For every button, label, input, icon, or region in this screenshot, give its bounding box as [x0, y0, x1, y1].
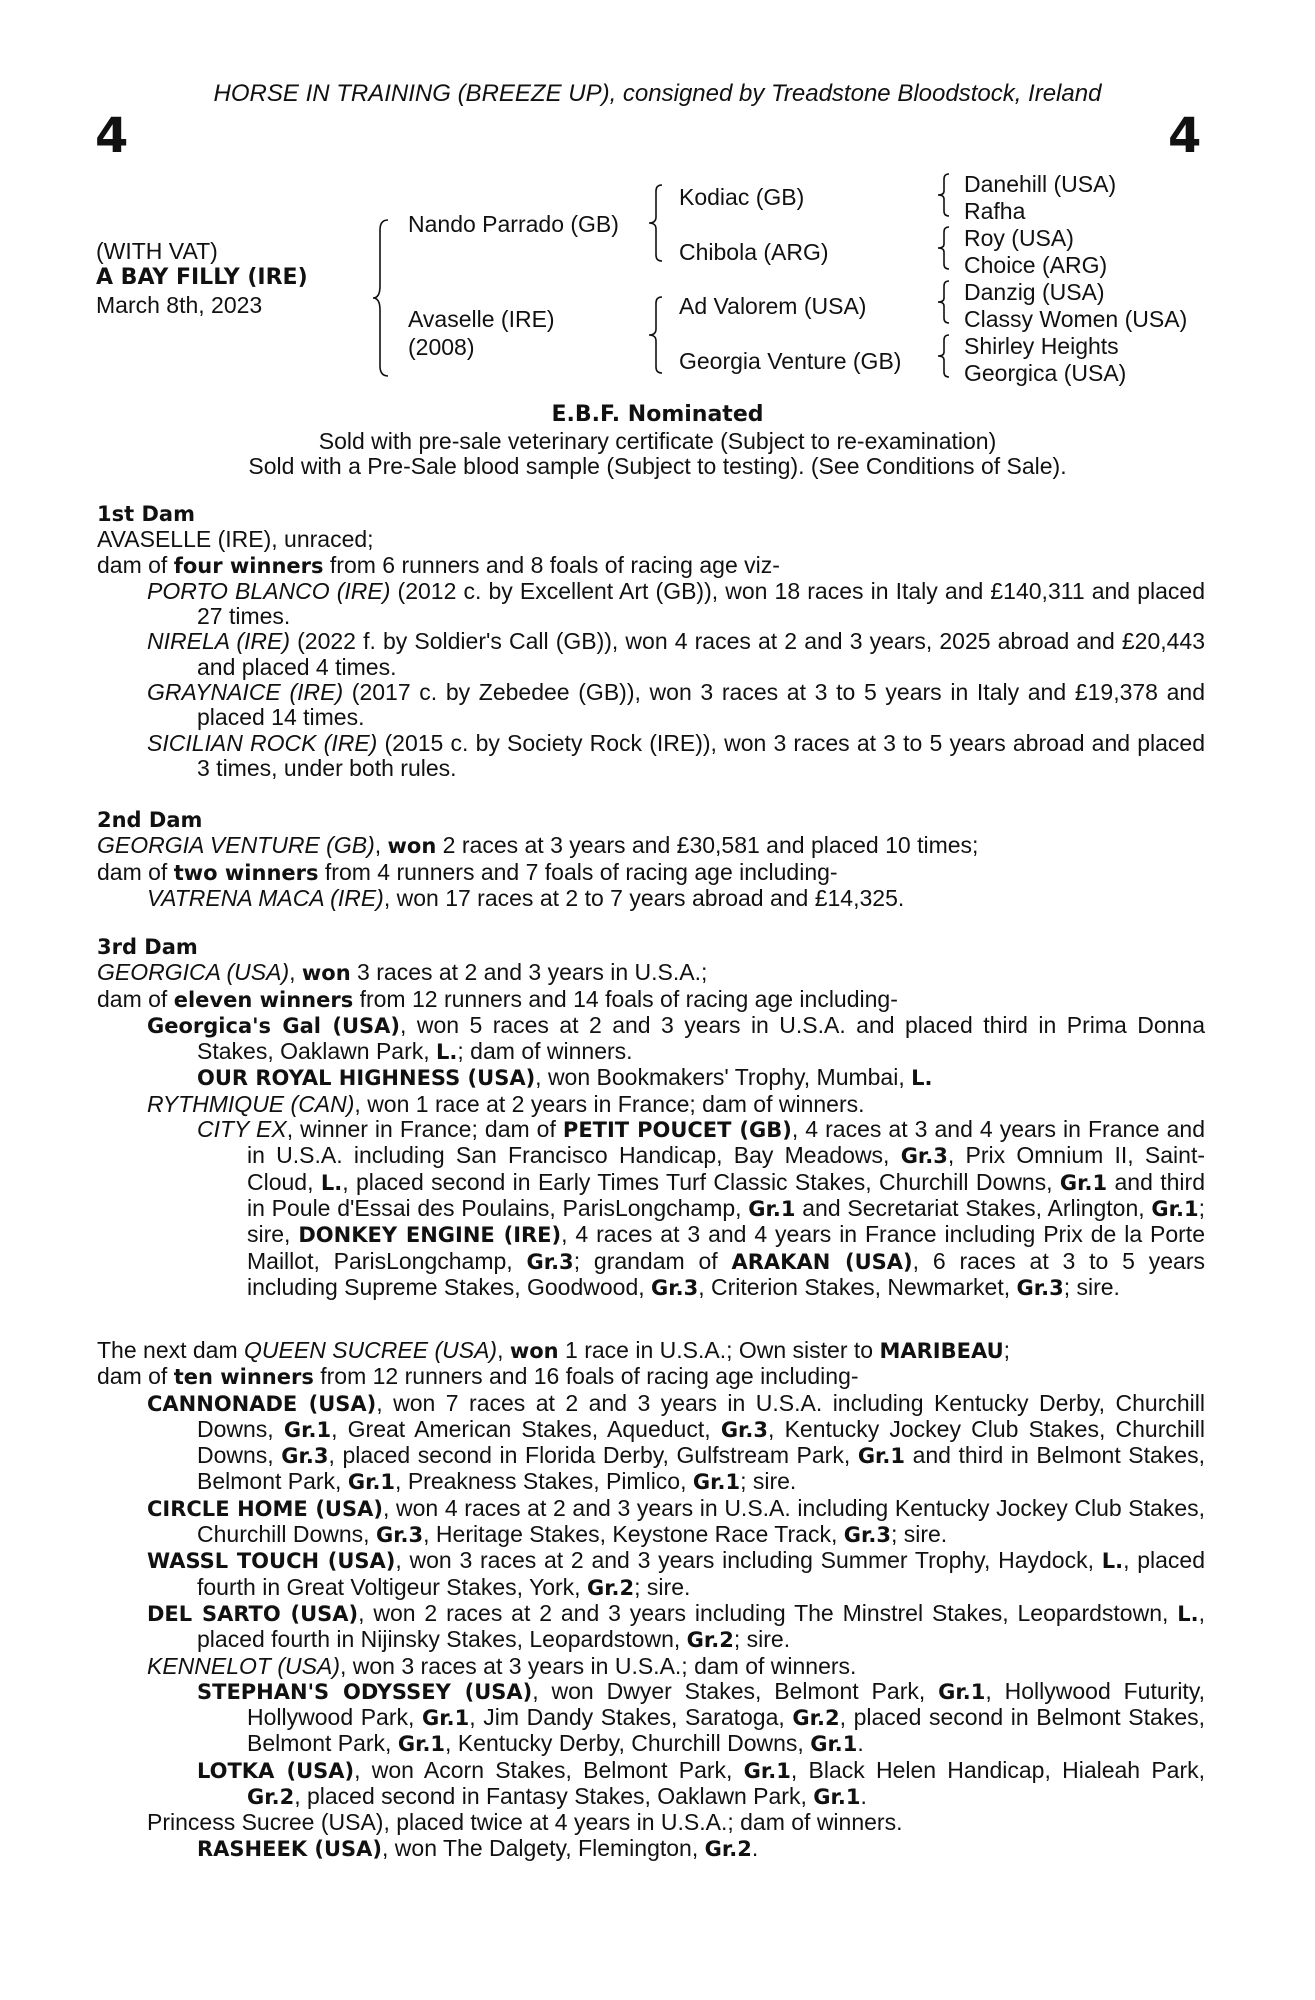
third-dam-section — [97, 935, 1205, 1301]
section-heading: 2nd Dam — [97, 808, 203, 832]
progeny-entry: Princess Sucree (USA), placed twice at 4 years in U.S.A.; dam of winners. — [147, 1809, 903, 1836]
dam-line: dam of four winners from 6 runners and 8 foals of racing age viz- — [97, 551, 780, 578]
pedigree-sire: Nando Parrado (GB) — [408, 211, 619, 237]
ebf-nominated: E.B.F. Nominated — [551, 402, 764, 427]
pedigree-ss: Kodiac (GB) — [679, 184, 805, 210]
vat-label: (WITH VAT) — [96, 238, 218, 264]
dam-line: AVASELLE (IRE), unraced; — [97, 526, 374, 553]
first-dam-section — [97, 502, 1205, 781]
lot-number-right: 4 — [1168, 108, 1202, 164]
pedigree-dd: Georgia Venture (GB) — [679, 348, 902, 374]
foaling-date: March 8th, 2023 — [96, 292, 263, 318]
progeny-entry: NIRELA (IRE) (2022 f. by Soldier's Call (GB)), won 4 races at 2 and 3 years, 2025 abroad and £20,443 and placed 4 times. — [147, 628, 1206, 680]
pedigree-ssd: Rafha — [964, 198, 1026, 224]
progeny-entry: RYTHMIQUE (CAN), won 1 race at 2 years in France; dam of winners. — [147, 1090, 865, 1117]
dam-line: The next dam QUEEN SUCREE (USA), won 1 race in U.S.A.; Own sister to MARIBEAU; — [97, 1337, 1011, 1363]
progeny-entry: PORTO BLANCO (IRE) (2012 c. by Excellent Art (GB)), won 18 races in Italy and £140,311 and placed 27 times. — [147, 577, 1205, 630]
pedigree-dam: Avaselle (IRE) — [408, 306, 555, 332]
dam-line: dam of two winners from 4 runners and 7 foals of racing age including- — [97, 858, 838, 885]
vet-note: Sold with pre-sale veterinary certificate (Subject to re-examination) — [318, 428, 997, 454]
pedigree-dss: Danzig (USA) — [964, 279, 1105, 305]
dam-line: GEORGIA VENTURE (GB), won 2 races at 3 years and £30,581 and placed 10 times; — [97, 832, 979, 859]
pedigree-brace-ss — [937, 172, 951, 218]
progeny-entry: CIRCLE HOME (USA), won 4 races at 2 and 3 years in U.S.A. including Kentucky Jockey Club Stakes, Churchill Downs, Gr.3, Heritage Stakes, Keystone Race Track, Gr.3; sire. — [147, 1494, 1205, 1548]
progeny-entry: RASHEEK (USA), won The Dalgety, Flemington, Gr.2. — [197, 1834, 759, 1861]
pedigree-sds: Roy (USA) — [964, 225, 1074, 251]
dam-line: dam of eleven winners from 12 runners and 14 foals of racing age including- — [97, 985, 898, 1012]
progeny-entry: SICILIAN ROCK (IRE) (2015 c. by Society Rock (IRE)), won 3 races at 3 to 5 years abroad and placed 3 times, under both rules. — [147, 729, 1205, 781]
pedigree-dds: Shirley Heights — [964, 333, 1119, 359]
progeny-entry: OUR ROYAL HIGHNESS (USA), won Bookmakers' Trophy, Mumbai, L. — [197, 1064, 933, 1091]
section-heading: 1st Dam — [97, 502, 195, 526]
progeny-entry: LOTKA (USA), won Acorn Stakes, Belmont Park, Gr.1, Black Helen Handicap, Hialeah Park, Gr.2, placed second in Fantasy Stakes, Oaklawn Park, Gr.1. — [197, 1756, 1206, 1810]
pedigree-brace-ds — [937, 279, 951, 325]
progeny-entry: WASSL TOUCH (USA), won 3 races at 2 and 3 years including Summer Trophy, Haydock, L., placed fourth in Great Voltigeur Stakes, York, Gr.2; sire. — [147, 1547, 1205, 1600]
fourth-dam-section — [97, 1338, 1205, 1862]
section-heading: 3rd Dam — [97, 935, 198, 959]
pedigree-brace-main — [372, 218, 390, 378]
pedigree-dsd: Classy Women (USA) — [964, 306, 1188, 332]
pedigree-sdd: Choice (ARG) — [964, 252, 1108, 278]
dam-line: GEORGICA (USA), won 3 races at 2 and 3 years in U.S.A.; — [97, 959, 708, 986]
second-dam-section — [97, 808, 1205, 911]
pedigree-sd: Chibola (ARG) — [679, 239, 829, 265]
pedigree-ddd: Georgica (USA) — [964, 360, 1127, 386]
horse-name: A BAY FILLY (IRE) — [96, 265, 308, 290]
lot-header: HORSE IN TRAINING (BREEZE UP), consigned by Treadstone Bloodstock, Ireland — [213, 80, 1102, 107]
progeny-entry: CITY EX, winner in France; dam of PETIT POUCET (GB), 4 races at 3 and 4 years in France and in U.S.A. including San Francisco Handicap, Bay Meadows, Gr.3, Prix Omnium II, Saint-Cloud, L., placed second in Early Times Turf Classic Stakes, Churchill Downs, Gr.1 and third in Poule d'Essai des Poulains, ParisLongchamp, Gr.1 and Secretariat Stakes, Arlington, Gr.1; sire, DONKEY ENGINE (IRE), 4 races at 3 and 4 years in France including Prix de la Porte Maillot, ParisLongchamp, Gr.3; grandam of ARAKAN (USA), 6 races at 3 to 5 years including Supreme Stakes, Goodwood, Gr.3, Criterion Stakes, Newmarket, Gr.3; sire. — [197, 1116, 1205, 1300]
progeny-entry: GRAYNAICE (IRE) (2017 c. by Zebedee (GB)), won 3 races at 3 to 5 years in Italy and £19,378 and placed 14 times. — [147, 679, 1205, 731]
progeny-entry: VATRENA MACA (IRE), won 17 races at 2 to 7 years abroad and £14,325. — [147, 884, 905, 911]
pedigree-ds: Ad Valorem (USA) — [679, 293, 867, 319]
progeny-entry: CANNONADE (USA), won 7 races at 2 and 3 years in U.S.A. including Kentucky Derby, Churchill Downs, Gr.1, Great American Stakes, Aqueduct, Gr.3, Kentucky Jockey Club Stakes, Churchill Downs, Gr.3, placed second in Florida Derby, Gulfstream Park, Gr.1 and third in Belmont Stakes, Belmont Park, Gr.1, Preakness Stakes, Pimlico, Gr.1; sire. — [147, 1389, 1205, 1495]
progeny-entry: DEL SARTO (USA), won 2 races at 2 and 3 years including The Minstrel Stakes, Leopardstown, L., placed fourth in Nijinsky Stakes, Leopardstown, Gr.2; sire. — [147, 1599, 1205, 1653]
dam-line: dam of ten winners from 12 runners and 16 foals of racing age including- — [97, 1363, 859, 1390]
progeny-entry: Georgica's Gal (USA), won 5 races at 2 and 3 years in U.S.A. and placed third in Prima Donna Stakes, Oaklawn Park, L.; dam of winners. — [147, 1011, 1205, 1065]
pedigree-brace-sd — [937, 225, 951, 271]
pedigree-brace-dam — [648, 295, 664, 375]
blood-note: Sold with a Pre-Sale blood sample (Subject to testing). (See Conditions of Sale). — [248, 453, 1067, 479]
pedigree-brace-sire — [648, 183, 664, 263]
lot-number-left: 4 — [95, 108, 129, 164]
pedigree-dam-year: (2008) — [408, 334, 475, 360]
pedigree-brace-dd — [937, 333, 951, 379]
pedigree-sss: Danehill (USA) — [964, 171, 1117, 197]
progeny-entry: STEPHAN'S ODYSSEY (USA), won Dwyer Stakes, Belmont Park, Gr.1, Hollywood Futurity, Hollywood Park, Gr.1, Jim Dandy Stakes, Saratoga, Gr.2, placed second in Belmont Stakes, Belmont Park, Gr.1, Kentucky Derby, Churchill Downs, Gr.1. — [197, 1677, 1205, 1757]
progeny-entry: KENNELOT (USA), won 3 races at 3 years in U.S.A.; dam of winners. — [147, 1652, 857, 1679]
